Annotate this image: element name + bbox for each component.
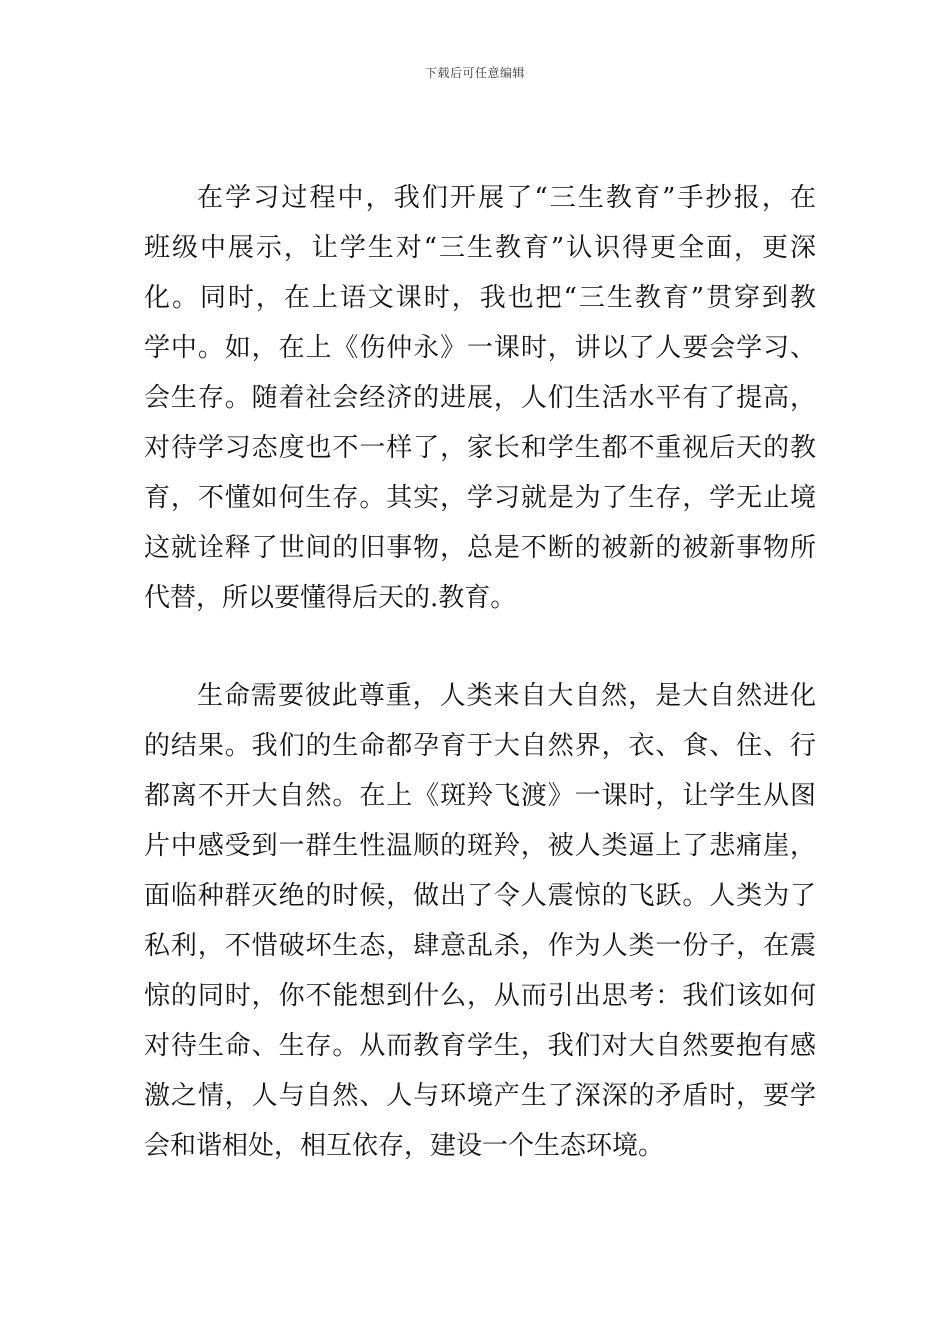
page-header-note: 下载后可任意编辑: [424, 66, 525, 80]
paragraph-1-line-9: 代替，所以要懂得后天的.教育。: [144, 583, 517, 613]
paragraph-1-line-4: 学中。如，在上《伤仲永》一课时，讲以了人要会学习、: [144, 333, 816, 363]
paragraph-1-line-2: 班级中展示，让学生对“三生教育”认识得更全面，更深: [144, 233, 816, 263]
paragraph-2-line-1: 生命需要彼此尊重，人类来自大自然，是大自然进化: [197, 681, 816, 711]
paragraph-2-line-6: 私利，不惜破坏生态，肆意乱杀，作为人类一份子，在震: [144, 931, 816, 961]
paragraph-1-line-1: 在学习过程中，我们开展了“三生教育”手抄报，在: [197, 183, 816, 213]
paragraph-2-line-8: 对待生命、生存。从而教育学生，我们对大自然要抱有感: [144, 1031, 816, 1061]
paragraph-1-line-8: 这就诠释了世间的旧事物，总是不断的被新的被新事物所: [144, 533, 816, 563]
paragraph-2-line-7: 惊的同时，你不能想到什么，从而引出思考：我们该如何: [144, 981, 816, 1011]
paragraph-2-line-3: 都离不开大自然。在上《斑羚飞渡》一课时，让学生从图: [144, 781, 816, 811]
paragraph-2-line-2: 的结果。我们的生命都孕育于大自然界，衣、食、住、行: [144, 731, 816, 761]
paragraph-2-line-4: 片中感受到一群生性温顺的斑羚，被人类逼上了悲痛崖，: [144, 831, 816, 861]
paragraph-2-line-10: 会和谐相处，相互依存，建设一个生态环境。: [144, 1131, 665, 1161]
paragraph-1-line-6: 对待学习态度也不一样了，家长和学生都不重视后天的教: [144, 433, 816, 463]
paragraph-1-line-3: 化。同时，在上语文课时，我也把“三生教育”贯穿到教: [144, 283, 816, 313]
paragraph-2-line-5: 面临种群灭绝的时候，做出了令人震惊的飞跃。人类为了: [144, 881, 816, 911]
paragraph-1-line-5: 会生存。随着社会经济的进展，人们生活水平有了提高，: [144, 383, 816, 413]
paragraph-1-line-7: 育，不懂如何生存。其实，学习就是为了生存，学无止境: [144, 483, 816, 513]
paragraph-2-line-9: 激之情，人与自然、人与环境产生了深深的矛盾时，要学: [144, 1081, 816, 1111]
